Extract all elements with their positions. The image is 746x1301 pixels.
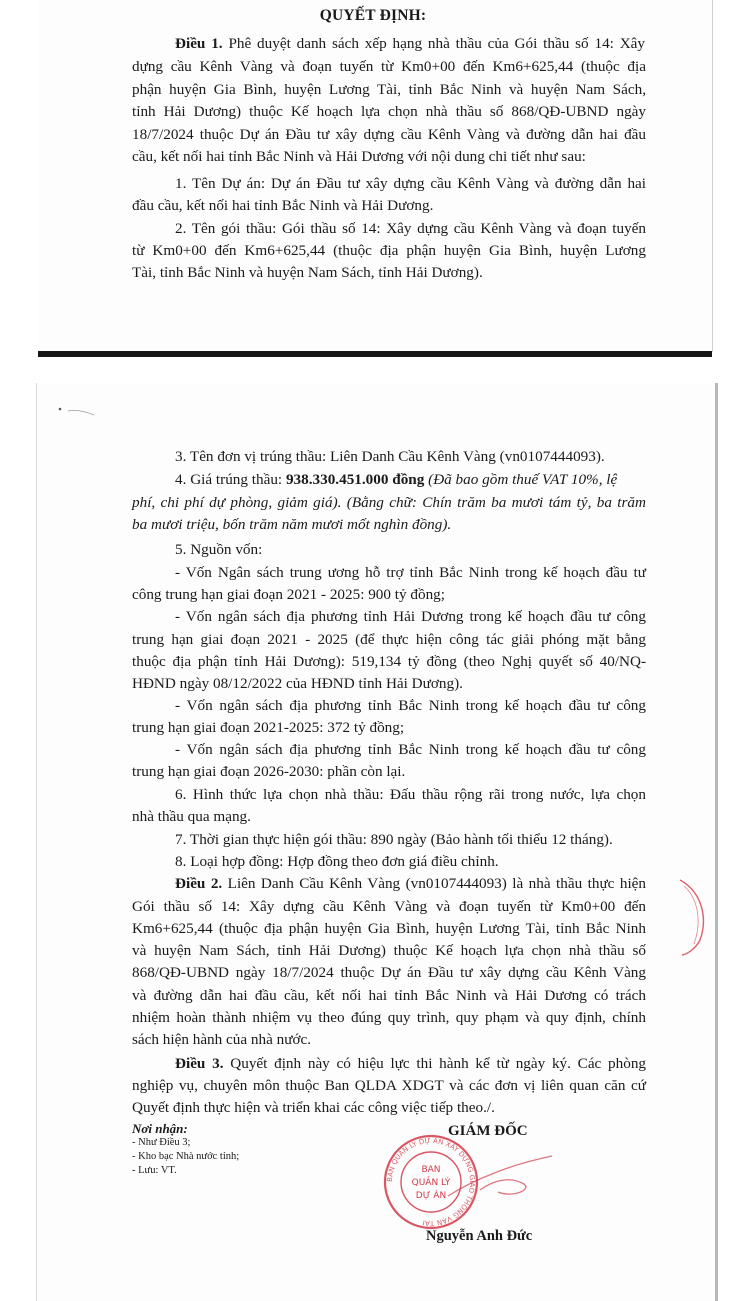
dieu2-line: và đường dẫn hai đầu cầu, kết nối hai tỉnh Bắc Ninh và Hải Dương có trách [132,987,646,1004]
recipient-item: - Như Điều 3; [132,1137,191,1148]
dieu3-line: Quyết định này có hiệu lực thi hành kể từ ngày ký. Các phòng [223,1055,647,1072]
decision-title: QUYẾT ĐỊNH: [319,7,427,24]
contract-price: 938.330.451.000 đồng [285,471,425,488]
dieu2-line: sách hiện hành của nhà nước. [132,1031,312,1048]
dieu1-line: 18/7/2024 thuộc Dự án Đầu tư xây dựng cầu Kênh Vàng và đường dẫn hai đầu [132,126,646,143]
fund-line: - Vốn ngân sách địa phương tỉnh Bắc Ninh trong kế hoạch đầu tư công [175,697,646,714]
item4-line: phí, chi phí dự phòng, giảm giá). (Bằng chữ: Chín trăm ba mươi tám tỷ, ba trăm [132,494,646,511]
item2-line: từ Km0+00 đến Km6+625,44 (thuộc địa phận huyện Gia Bình, huyện Lương [132,242,646,259]
item3-winner: 3. Tên đơn vị trúng thầu: Liên Danh Cầu Kênh Vàng (vn0107444093). [175,448,605,465]
fund-line: thuộc địa phận tỉnh Hải Dương): 519,134 tỷ đồng (theo Nghị quyết số 40/NQ- [132,653,646,670]
recipient-item: - Lưu: VT. [132,1165,177,1176]
item8-contract-type: 8. Loại hợp đồng: Hợp đồng theo đơn giá điều chỉnh. [175,853,499,870]
dieu1-line: dựng cầu Kênh Vàng và đoạn tuyến từ Km0+00 đến Km6+625,44 (thuộc địa [132,58,646,75]
dieu2-line: 868/QĐ-UBND ngày 18/7/2024 thuộc Dự án Đầu tư xây dựng cầu Kênh Vàng [132,964,646,981]
fund-line: - Vốn Ngân sách trung ương hỗ trợ tỉnh Bắc Ninh trong kế hoạch đầu tư [175,564,646,581]
scan-speck-mark [58,403,100,417]
item7-duration: 7. Thời gian thực hiện gói thầu: 890 ngày (Bảo hành tối thiểu 12 tháng). [175,831,613,848]
signer-title: GIÁM ĐỐC [448,1123,528,1139]
item6-line: 6. Hình thức lựa chọn nhà thầu: Đấu thầu rộng rãi trong nước, lựa chọn [175,786,646,803]
fund-line: trung hạn giai đoạn 2021-2025: 372 tỷ đồng; [132,719,405,736]
dieu1-line: phận huyện Gia Bình, huyện Lương Tài, tỉnh Bắc Ninh và huyện Nam Sách, [132,81,646,98]
item2-line: Tài, tỉnh Bắc Ninh và huyện Nam Sách, tỉnh Hải Dương). [132,264,483,281]
recipients-title: Nơi nhận: [132,1121,188,1136]
dieu3-line: nghiệp vụ, chuyên môn thuộc Ban QLDA XDGT và các đơn vị liên quan căn cứ [132,1077,646,1094]
dieu2-line: nhiệm hoàn thành nhiệm vụ theo đúng quy trình, quy phạm và quy định, chính [132,1009,646,1026]
handwritten-signature [440,1150,560,1210]
signer-name: Nguyễn Anh Đức [426,1228,533,1244]
dieu2-line: Liên Danh Cầu Kênh Vàng (vn0107444093) là nhà thầu thực hiện [222,875,647,892]
item2-line: 2. Tên gói thầu: Gói thầu số 14: Xây dựng cầu Kênh Vàng và đoạn tuyến [175,220,646,237]
dieu3-label: Điều 3. [175,1055,224,1072]
dieu2-label: Điều 2. [175,875,223,892]
seal-text: QUẢN LÝ [411,1178,451,1188]
dieu2-line: Km6+625,44 (thuộc địa phận huyện Gia Bình, huyện Lương Tài, tỉnh Bắc Ninh [132,920,646,937]
item4-line: 4. Giá trúng thầu: 938.330.451.000 đồng (Đã bao gồm thuế VAT 10%, lệ [175,471,618,488]
fund-line: HĐND ngày 08/12/2022 của HĐND tỉnh Hải Dương). [132,675,463,692]
item1-line: đầu cầu, kết nối hai tỉnh Bắc Ninh và Hải Dương. [132,197,434,214]
dieu1-line: Phê duyệt danh sách xếp hạng nhà thầu của Gói thầu số 14: Xây [222,35,646,52]
dieu2-line: và huyện Nam Sách, tỉnh Hải Dương) thuộc Kế hoạch lựa chọn nhà thầu số [132,942,646,959]
dieu2-line: Gói thầu số 14: Xây dựng cầu Kênh Vàng và đoạn tuyến từ Km0+00 đến [132,898,646,915]
seal-text: DỰ ÁN [415,1191,447,1201]
page-edge-shadow [38,351,712,357]
dieu1-line: tỉnh Hải Dương) thuộc Kế hoạch lựa chọn nhà thầu số 868/QĐ-UBND ngày [132,103,646,120]
seal-ring-text: BAN QUẢN LÝ DỰ ÁN XÂY DỰNG GIAO THÔNG VẬN TẢI [385,1136,477,1228]
item5-funding: 5. Nguồn vốn: [175,541,263,558]
dieu1-line: cầu, kết nối hai tỉnh Bắc Ninh và Hải Dương với nội dung chi tiết như sau: [132,148,586,165]
item1-line: 1. Tên Dự án: Dự án Đầu tư xây dựng cầu Kênh Vàng và đường dẫn hai [175,175,646,192]
dieu1-label: Điều 1. [175,35,223,52]
fund-line: - Vốn ngân sách địa phương tỉnh Bắc Ninh trong kế hoạch đầu tư công [175,741,646,758]
item4-line: ba mươi triệu, bốn trăm năm mươi mốt nghìn đồng). [132,516,452,533]
fund-line: công trung hạn giai đoạn 2021 - 2025: 900 tỷ đồng; [132,586,445,603]
seal-text: BAN [421,1165,441,1175]
page-edge-seal-mark [676,878,710,956]
dieu3-line: Quyết định thực hiện và triển khai các công việc tiếp theo./. [132,1099,495,1116]
fund-line: - Vốn ngân sách địa phương tỉnh Hải Dương trong kế hoạch đầu tư công [175,608,646,625]
fund-line: trung hạn giai đoạn 2026-2030: phần còn lại. [132,763,406,780]
item6-line: nhà thầu qua mạng. [132,808,251,825]
fund-line: trung hạn giai đoạn 2021 - 2025 (để thực hiện công tác giải phóng mặt bằng [132,631,646,648]
recipient-item: - Kho bạc Nhà nước tỉnh; [132,1151,240,1162]
